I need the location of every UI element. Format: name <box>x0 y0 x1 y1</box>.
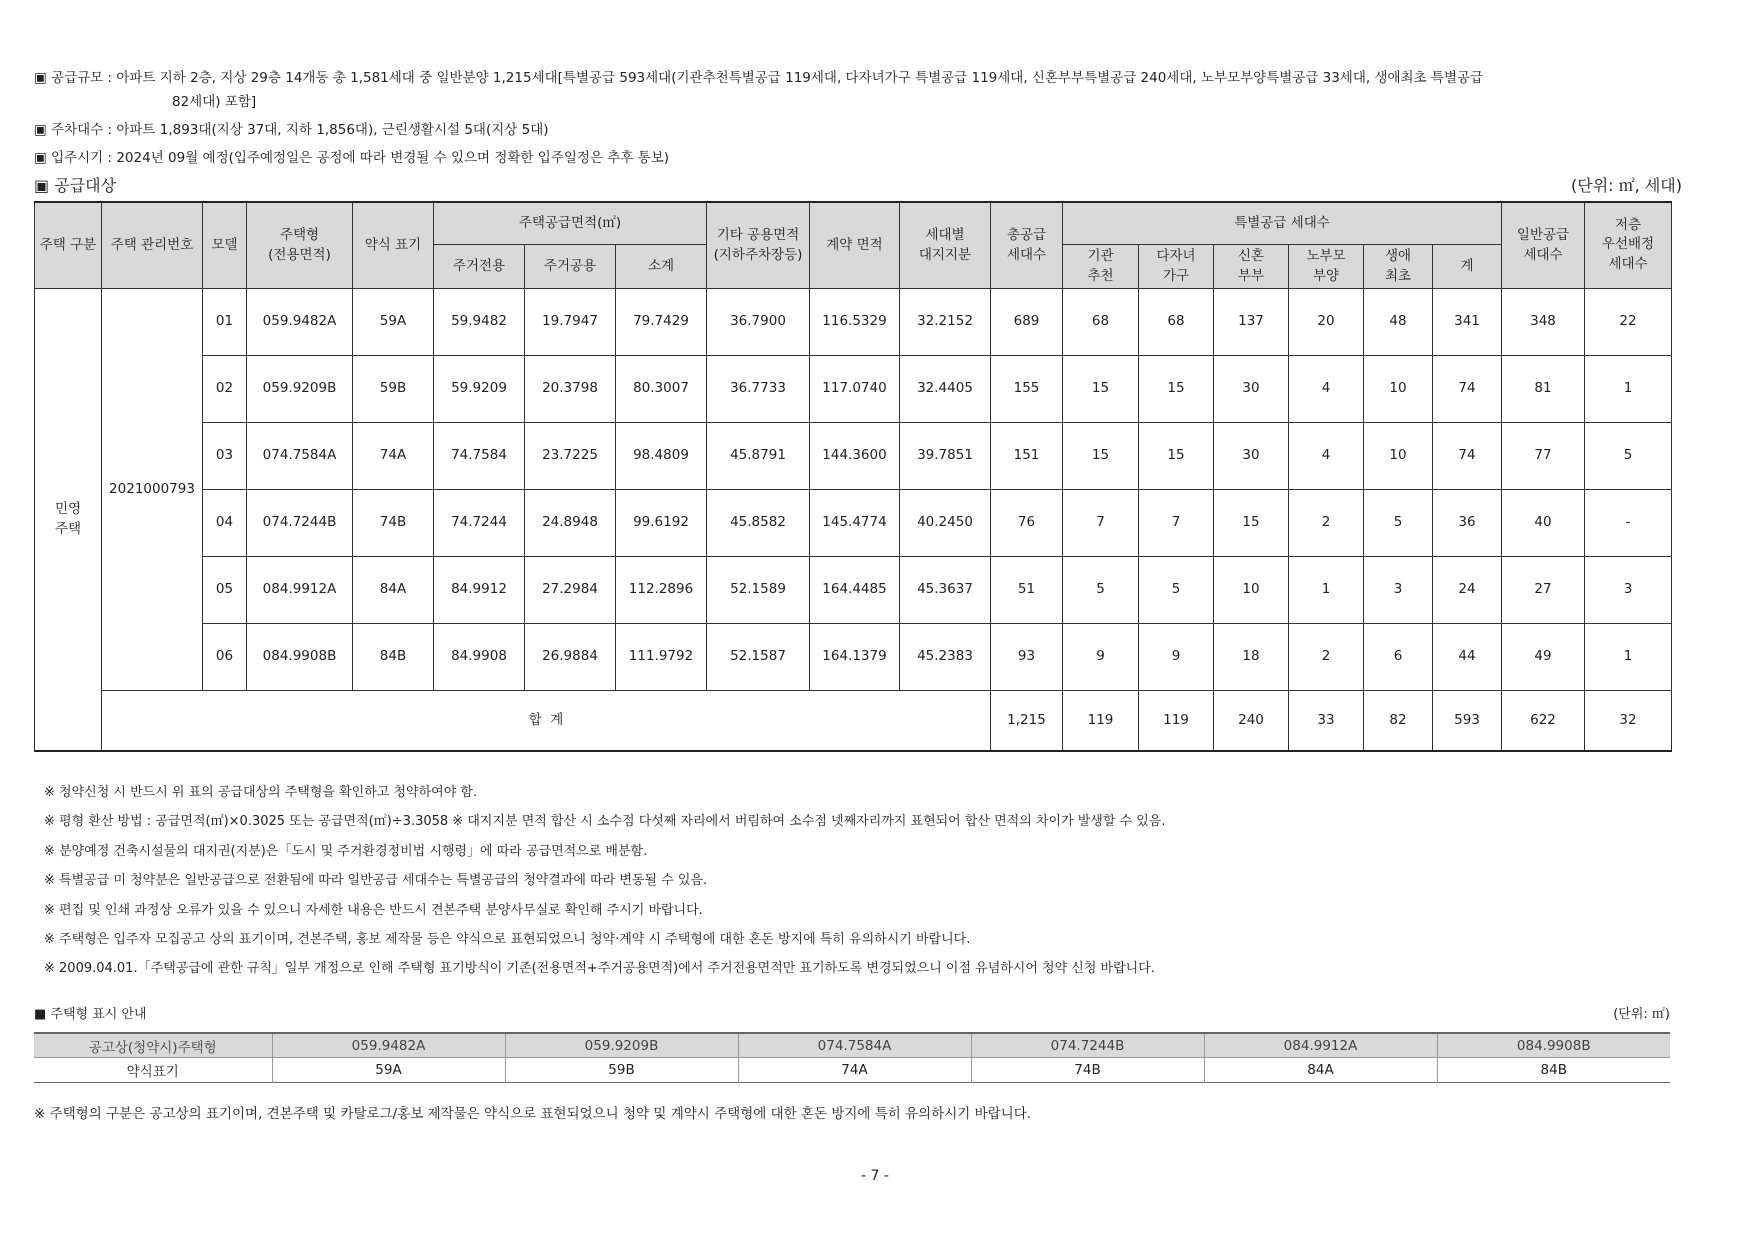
table-cell: 99.6192 <box>616 489 707 556</box>
guide-abbr: 84A <box>1204 1058 1437 1083</box>
table-cell: 39.7851 <box>900 422 991 489</box>
table-cell: 44 <box>1433 623 1502 690</box>
table-cell: 111.9792 <box>616 623 707 690</box>
table-cell: 45.8791 <box>707 422 810 489</box>
table-cell: 15 <box>1063 422 1139 489</box>
table-cell: 32.2152 <box>900 288 991 355</box>
table-cell: 4 <box>1289 355 1364 422</box>
table-cell: 15 <box>1139 355 1214 422</box>
header-other-common: 기타 공용면적 (지하주차장등) <box>707 202 810 288</box>
table-cell: 74B <box>353 489 434 556</box>
table-cell: 2 <box>1289 623 1364 690</box>
table-cell: 15 <box>1214 489 1289 556</box>
total-cell: 32 <box>1585 690 1672 751</box>
header-contract-area: 계약 면적 <box>810 202 900 288</box>
table-cell: 1 <box>1585 623 1672 690</box>
table-row <box>35 623 1672 690</box>
table-cell: 06 <box>203 623 247 690</box>
guide-abbr-label: 약식표기 <box>34 1058 272 1083</box>
header-sp-elder: 노부모 부양 <box>1289 244 1364 288</box>
header-general: 일반공급 세대수 <box>1502 202 1585 288</box>
table-cell: 74 <box>1433 422 1502 489</box>
header-total-supply: 총공급 세대수 <box>991 202 1063 288</box>
table-cell: 6 <box>1364 623 1433 690</box>
table-cell: 80.3007 <box>616 355 707 422</box>
table-cell: 10 <box>1214 556 1289 623</box>
note-item: ※ 주택형은 입주자 모집공고 상의 표기이며, 견본주택, 홍보 제작물 등은 약식으로 표현되었으니 청약·계약 시 주택형에 대한 혼돈 방지에 특히 유의하시기 바랍니다. <box>44 931 971 947</box>
table-cell: 04 <box>203 489 247 556</box>
table-cell: 36.7900 <box>707 288 810 355</box>
table-cell: 3 <box>1364 556 1433 623</box>
total-cell: 1,215 <box>991 690 1063 751</box>
table-cell: 02 <box>203 355 247 422</box>
header-exclusive: 주거전용 <box>434 244 525 288</box>
table-cell: 084.9908B <box>247 623 353 690</box>
guide-abbr: 59B <box>505 1058 738 1083</box>
table-cell: 15 <box>1063 355 1139 422</box>
table-cell: 7 <box>1063 489 1139 556</box>
note-item: ※ 특별공급 미 청약분은 일반공급으로 전환됨에 따라 일반공급 세대수는 특별공급의 청약결과에 따라 변동될 수 있음. <box>44 873 708 889</box>
table-cell: 30 <box>1214 422 1289 489</box>
header-sp-institution: 기관 추천 <box>1063 244 1139 288</box>
table-cell: 36.7733 <box>707 355 810 422</box>
total-cell: 622 <box>1502 690 1585 751</box>
table-cell: 3 <box>1585 556 1672 623</box>
header-subtotal: 소계 <box>616 244 707 288</box>
type-guide-table <box>34 1032 1670 1083</box>
table-cell: 84.9912 <box>434 556 525 623</box>
table-cell: 52.1587 <box>707 623 810 690</box>
table-cell: 15 <box>1139 422 1214 489</box>
table-cell: 68 <box>1063 288 1139 355</box>
table-cell: 155 <box>991 355 1063 422</box>
header-mgmt-no: 주택 관리번호 <box>102 202 203 288</box>
table-cell: 26.9884 <box>525 623 616 690</box>
table-cell: 164.4485 <box>810 556 900 623</box>
table-row <box>35 288 1672 355</box>
guide-abbr: 74B <box>971 1058 1204 1083</box>
total-label: 합 계 <box>102 690 991 751</box>
parking-text: ▣ 주차대수 : 아파트 1,893대(지상 37대, 지하 1,856대), 근린생활시설 5대(지상 5대) <box>34 122 549 138</box>
note-item: ※ 분양예정 건축시설물의 대지권(지분)은「도시 및 주거환경정비법 시행령」에 따라 공급면적으로 배분함. <box>44 843 648 859</box>
table-cell: 45.8582 <box>707 489 810 556</box>
table-cell: 68 <box>1139 288 1214 355</box>
header-housing-type: 주택형 (전용면적) <box>247 202 353 288</box>
total-cell: 240 <box>1214 690 1289 751</box>
table-cell: 5 <box>1585 422 1672 489</box>
move-in-text: ▣ 입주시기 : 2024년 09월 예정(입주예정일은 공정에 따라 변경될 수 있으며 정확한 입주일정은 추후 통보) <box>34 150 670 166</box>
guide-type: 084.9912A <box>1204 1033 1437 1058</box>
note-item: ※ 편집 및 인쇄 과정상 오류가 있을 수 있으니 자세한 내용은 반드시 견본주택 분양사무실로 확인해 주시기 바랍니다. <box>44 902 703 918</box>
table-cell: 074.7584A <box>247 422 353 489</box>
section-unit: (단위: ㎡, 세대) <box>1571 176 1682 195</box>
header-sp-multichild: 다자녀 가구 <box>1139 244 1214 288</box>
table-cell: 348 <box>1502 288 1585 355</box>
table-cell: 4 <box>1289 422 1364 489</box>
supply-scale-text: ▣ 공급규모 : 아파트 지하 2층, 지상 29층 14개동 총 1,581세대 중 일반분양 1,215세대[특별공급 593세대(기관추천특별공급 119세대, 다자녀가구 특별공급 119세대, 신혼부부특별공급 240세대, 노부모부양특별공급 33세대, 생애최초 특별공급 <box>34 70 1484 86</box>
table-cell: 7 <box>1139 489 1214 556</box>
table-cell: 84.9908 <box>434 623 525 690</box>
table-cell: 03 <box>203 422 247 489</box>
table-cell: 84A <box>353 556 434 623</box>
guide-abbr: 59A <box>272 1058 505 1083</box>
table-cell: 30 <box>1214 355 1289 422</box>
table-cell: 74 <box>1433 355 1502 422</box>
guide-head-label: 공고상(청약시)주택형 <box>34 1033 272 1058</box>
table-cell: 10 <box>1364 422 1433 489</box>
guide-type: 059.9482A <box>272 1033 505 1058</box>
table-cell: 9 <box>1139 623 1214 690</box>
supply-table <box>34 201 1672 752</box>
table-cell: 24.8948 <box>525 489 616 556</box>
table-cell: 164.1379 <box>810 623 900 690</box>
table-cell: 059.9209B <box>247 355 353 422</box>
table-row <box>35 556 1672 623</box>
table-cell: 40 <box>1502 489 1585 556</box>
table-cell: 74A <box>353 422 434 489</box>
table-cell: 20.3798 <box>525 355 616 422</box>
table-cell: 59.9482 <box>434 288 525 355</box>
table-cell: 59A <box>353 288 434 355</box>
header-sp-firsttime: 생애 최초 <box>1364 244 1433 288</box>
table-cell: 5 <box>1364 489 1433 556</box>
page-number: - 7 - <box>861 1168 889 1184</box>
total-cell: 33 <box>1289 690 1364 751</box>
table-cell: 9 <box>1063 623 1139 690</box>
table-cell: 84B <box>353 623 434 690</box>
guide-title: ■ 주택형 표시 안내 <box>34 1007 147 1022</box>
header-special: 특별공급 세대수 <box>1063 202 1502 244</box>
table-cell: 45.2383 <box>900 623 991 690</box>
total-cell: 119 <box>1063 690 1139 751</box>
section-title: ▣ 공급대상 <box>34 176 117 195</box>
table-cell: 74.7244 <box>434 489 525 556</box>
mgmt-no-cell: 2021000793 <box>102 288 203 690</box>
table-cell: 05 <box>203 556 247 623</box>
table-cell: 59B <box>353 355 434 422</box>
guide-type: 059.9209B <box>505 1033 738 1058</box>
table-cell: 5 <box>1063 556 1139 623</box>
table-cell: 084.9912A <box>247 556 353 623</box>
table-cell: 10 <box>1364 355 1433 422</box>
table-cell: 01 <box>203 288 247 355</box>
header-common: 주거공용 <box>525 244 616 288</box>
table-cell: 52.1589 <box>707 556 810 623</box>
table-cell: 074.7244B <box>247 489 353 556</box>
table-cell: 24 <box>1433 556 1502 623</box>
guide-unit: (단위: ㎡) <box>1613 1007 1670 1022</box>
table-cell: 112.2896 <box>616 556 707 623</box>
header-land-share: 세대별 대지지분 <box>900 202 991 288</box>
table-cell: 76 <box>991 489 1063 556</box>
table-cell: 059.9482A <box>247 288 353 355</box>
note-item: ※ 2009.04.01.「주택공급에 관한 규칙」일부 개정으로 인해 주택형 표기방식이 기존(전용면적+주거공용면적)에서 주거전용면적만 표기하도록 변경되었으니 이점 유념하시어 청약 신청 바랍니다. <box>44 961 1155 977</box>
table-cell: 19.7947 <box>525 288 616 355</box>
table-cell: 144.3600 <box>810 422 900 489</box>
table-row <box>35 422 1672 489</box>
table-row <box>35 489 1672 556</box>
table-cell: 40.2450 <box>900 489 991 556</box>
total-cell: 119 <box>1139 690 1214 751</box>
table-cell: 116.5329 <box>810 288 900 355</box>
table-cell: 27 <box>1502 556 1585 623</box>
header-sp-newlywed: 신혼 부부 <box>1214 244 1289 288</box>
table-cell: 36 <box>1433 489 1502 556</box>
table-cell: 1 <box>1289 556 1364 623</box>
table-cell: 341 <box>1433 288 1502 355</box>
table-cell: 51 <box>991 556 1063 623</box>
guide-type: 074.7584A <box>738 1033 971 1058</box>
guide-type: 074.7244B <box>971 1033 1204 1058</box>
table-cell: 81 <box>1502 355 1585 422</box>
table-cell: 48 <box>1364 288 1433 355</box>
guide-abbr: 74A <box>738 1058 971 1083</box>
table-cell: 79.7429 <box>616 288 707 355</box>
notes-list <box>44 778 1165 984</box>
table-cell: 22 <box>1585 288 1672 355</box>
table-cell: 689 <box>991 288 1063 355</box>
header-low-floor: 저층 우선배정 세대수 <box>1585 202 1672 288</box>
table-cell: 74.7584 <box>434 422 525 489</box>
table-cell: 98.4809 <box>616 422 707 489</box>
table-cell: 45.3637 <box>900 556 991 623</box>
table-cell: 1 <box>1585 355 1672 422</box>
note-item: ※ 청약신청 시 반드시 위 표의 공급대상의 주택형을 확인하고 청약하여야 함. <box>44 785 478 800</box>
guide-abbr: 84B <box>1437 1058 1670 1083</box>
footer-note: ※ 주택형의 구분은 공고상의 표기이며, 견본주택 및 카탈로그/홍보 제작물은 약식으로 표현되었으니 청약 및 계약시 주택형에 대한 혼돈 방지에 특히 유의하시기 바랍니다. <box>34 1106 1032 1122</box>
table-cell: - <box>1585 489 1672 556</box>
table-cell: 20 <box>1289 288 1364 355</box>
table-cell: 151 <box>991 422 1063 489</box>
header-type: 주택 구분 <box>35 202 102 288</box>
supply-scale-text-cont: 82세대) 포함] <box>172 94 257 110</box>
total-cell: 82 <box>1364 690 1433 751</box>
table-cell: 23.7225 <box>525 422 616 489</box>
table-cell: 77 <box>1502 422 1585 489</box>
table-row <box>35 355 1672 422</box>
table-cell: 32.4405 <box>900 355 991 422</box>
table-cell: 5 <box>1139 556 1214 623</box>
table-cell: 117.0740 <box>810 355 900 422</box>
table-cell: 93 <box>991 623 1063 690</box>
header-sp-sum: 계 <box>1433 244 1502 288</box>
note-item: ※ 평형 환산 방법 : 공급면적(㎡)×0.3025 또는 공급면적(㎡)÷3.3058 ※ 대지지분 면적 합산 시 소수점 다섯째 자리에서 버림하여 소수점 넷째자리까지 표현되어 합산 면적의 차이가 발생할 수 있음. <box>44 814 1166 830</box>
table-cell: 59.9209 <box>434 355 525 422</box>
table-cell: 2 <box>1289 489 1364 556</box>
total-cell: 593 <box>1433 690 1502 751</box>
header-model: 모델 <box>203 202 247 288</box>
header-supply-area: 주택공급면적(㎡) <box>434 202 707 244</box>
table-cell: 137 <box>1214 288 1289 355</box>
header-abbr: 약식 표기 <box>353 202 434 288</box>
table-cell: 145.4774 <box>810 489 900 556</box>
table-cell: 49 <box>1502 623 1585 690</box>
table-cell: 27.2984 <box>525 556 616 623</box>
total-row <box>35 690 1672 751</box>
table-cell: 18 <box>1214 623 1289 690</box>
guide-type: 084.9908B <box>1437 1033 1670 1058</box>
housing-category-cell: 민영 주택 <box>35 288 102 751</box>
